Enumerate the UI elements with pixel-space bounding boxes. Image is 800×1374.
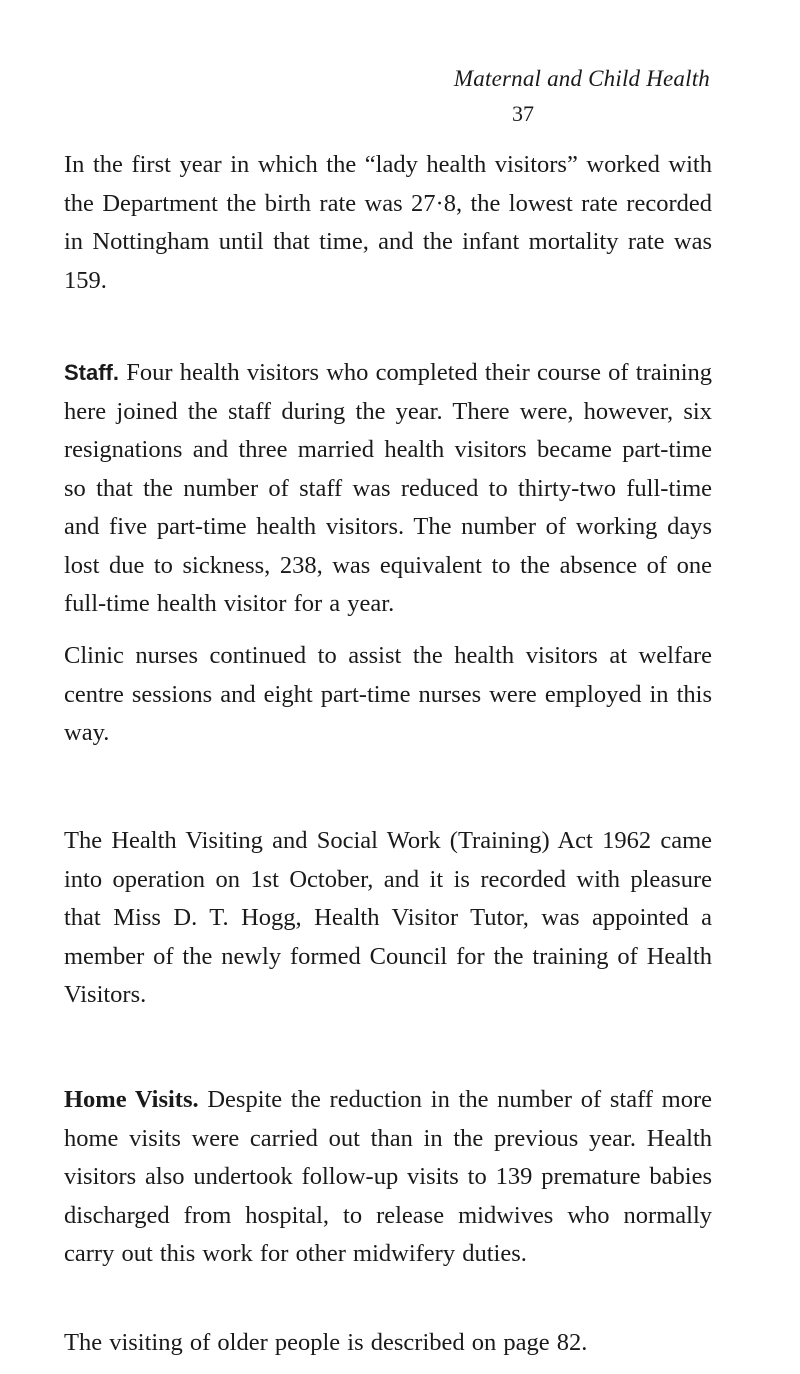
paragraph-clinic-nurses: Clinic nurses continued to assist the health visitors at welfare centre sessions and eight part-time nurses were employed in this way. <box>64 642 712 746</box>
paragraph-staff <box>64 354 712 624</box>
paragraph-birth-rate: In the first year in which the “lady health visitors” worked with the Department the birth rate was 27·8, the lowest rate recorded in Nottingham until that time, and the infant mortality rate was 159. <box>64 151 712 294</box>
paragraph-older-people: The visiting of older people is described on page 82. <box>64 1329 588 1356</box>
home-visits-heading: Home Visits. <box>64 1086 199 1113</box>
paragraph-home-visits <box>64 1081 712 1274</box>
staff-heading: Staff. <box>64 360 119 385</box>
running-title: Maternal and Child Health <box>453 66 710 91</box>
page-number: 37 <box>512 101 534 126</box>
home-visits-text: Despite the reduction in the number of staff more home visits were carried out than in the previous year. Health visitors also undertook follow-up visits to 139 premature babies discharged from hospital, to release midwives who normally carry out this work for other midwifery duties. <box>64 1086 713 1267</box>
staff-text: Four health visitors who completed their course of training here joined the staff during the year. There were, however, six resignations and three married health visitors became part-time so that the number of staff was reduced to thirty-two full-time and five part-time health visitors. The number of working days lost due to sickness, 238, was equivalent to the absence of one full-time health visitor for a year. <box>64 359 713 617</box>
paragraph-training-act: The Health Visiting and Social Work (Training) Act 1962 came into operation on 1st October, and it is recorded with pleasure that Miss D. T. Hogg, Health Visitor Tutor, was appointed a member of the newly formed Council for the training of Health Visitors. <box>64 827 712 1008</box>
